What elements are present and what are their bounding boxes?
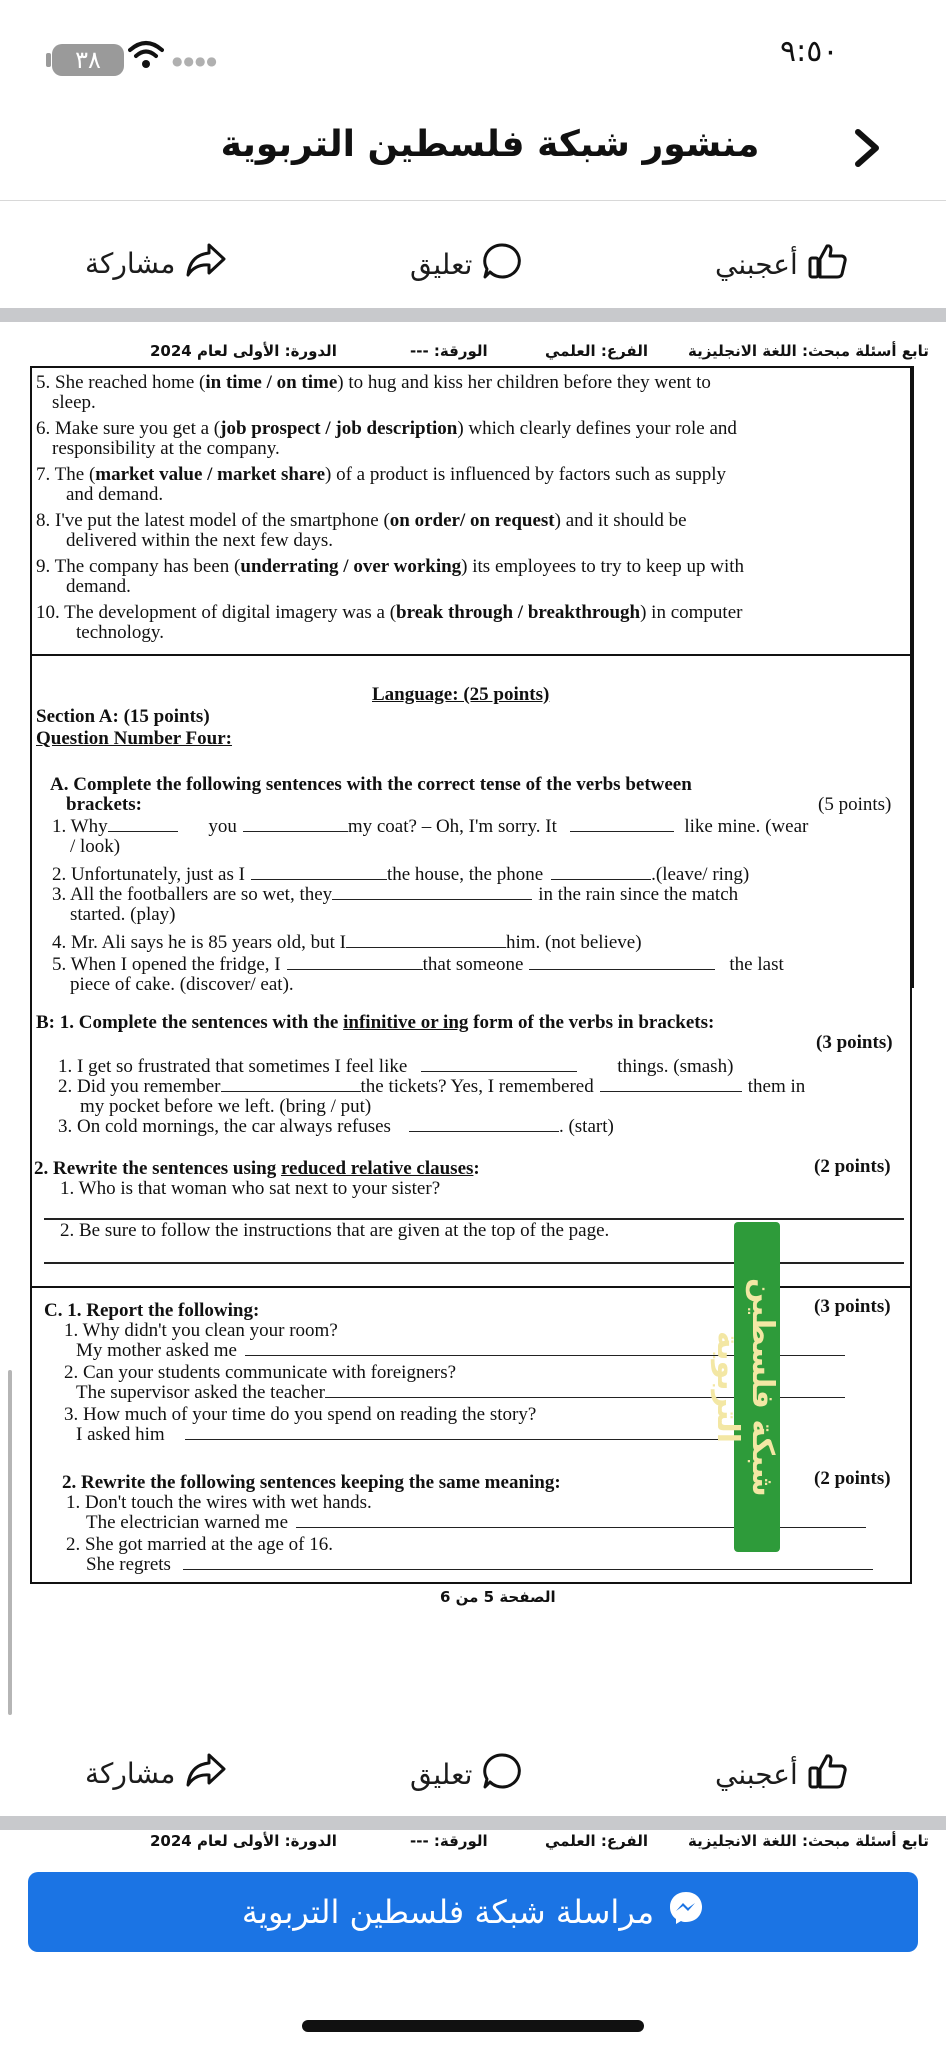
part-b-sentence-2-cont: my pocket before we left. (bring / put) [80,1096,372,1117]
thumbs-up-icon [808,1752,848,1797]
exam-page-image[interactable] [0,322,946,1712]
answer-blank[interactable] [183,1555,873,1570]
page-number: الصفحة 5 من 6 [440,1588,556,1606]
answer-blank[interactable] [243,817,348,832]
share-label: مشاركة [85,1757,176,1790]
comment-button[interactable] [410,242,522,287]
like-label: أعجبني [715,248,798,281]
part-a-sentence-5-cont: piece of cake. (discover/ eat). [70,974,294,995]
scrollbar[interactable] [8,1370,12,1715]
messenger-icon [668,1890,704,1934]
part-b-points: (3 points) [816,1032,893,1053]
page-title: منشور شبكة فلسطين التربوية [220,124,760,165]
part-a-sentence-1-cont: / look) [70,836,121,857]
share-button[interactable] [85,242,227,285]
part-b-title: B: 1. Complete the sentences with the infinitive or ing form of the verbs in brackets: [36,1012,715,1033]
battery-icon: ٣٨ [52,44,124,76]
vocab-item-cont: delivered within the next few days. [66,530,333,551]
part-b-sentence-1: 1. I get so frustrated that sometimes I feel like things. (smash) [58,1056,734,1077]
vocab-item-cont: responsibility at the company. [52,438,280,459]
vocab-item: 8. I've put the latest model of the smartphone (on order/ on request) and it should be [36,510,687,531]
status-time: ٩:٥٠ [780,34,839,69]
battery-tip [46,53,51,67]
part-a-sentence-5: 5. When I opened the fridge, I that someone the last [52,954,784,975]
vocab-item: 7. The (market value / market share) of a product is influenced by factors such as supply [36,464,727,485]
signal-dots-icon: ●●●● [172,54,218,68]
answer-blank[interactable] [251,865,387,880]
part-c-sentence-1: 1. Why didn't you clean your room? [64,1320,338,1341]
language-title: Language: (25 points) [372,684,550,705]
part-c2-points: (2 points) [814,1468,891,1489]
answer-blank[interactable] [551,865,651,880]
comment-button-2[interactable] [410,1752,522,1797]
vocab-item-cont: sleep. [52,392,96,413]
wifi-icon [128,40,164,74]
doc-header-branch: الفرع: العلمي [545,342,648,360]
answer-blank[interactable] [287,955,423,970]
comment-label: تعليق [410,1758,473,1791]
like-label: أعجبني [715,1758,798,1791]
share-arrow-icon [185,1752,227,1795]
part-c2-sentence-2: 2. She got married at the age of 16. [66,1534,333,1555]
part-a-sentence-3-cont: started. (play) [70,904,176,925]
doc-header-paper: الورقة: --- [410,342,488,360]
vocab-item-cont: demand. [66,576,131,597]
vocab-item: 5. She reached home (in time / on time) to hug and kiss her children before they went to [36,372,711,393]
answer-blank[interactable] [332,885,532,900]
vocab-item-cont: technology. [76,622,164,643]
part-a-sentence-1: 1. Why you my coat? – Oh, I'm sorry. It like mine. (wear [52,816,809,837]
frame-bottom [30,1582,912,1584]
like-button[interactable] [715,242,848,287]
answer-blank[interactable] [600,1077,742,1092]
part-c2-prompt-2: She regrets [86,1554,873,1576]
part-a-sentence-2: 2. Unfortunately, just as I the house, the phone .(leave/ ring) [52,864,750,885]
header-divider [0,200,946,201]
share-arrow-icon [185,242,227,285]
frame-left [30,366,32,1584]
thumbs-up-icon [808,242,848,287]
vocab-item: 10. The development of digital imagery was a (break through / breakthrough) in computer [36,602,743,623]
vocab-item: 6. Make sure you get a (job prospect / job description) which clearly defines your role and [36,418,737,439]
part-b2-title: 2. Rewrite the sentences using reduced relative clauses: [34,1158,480,1179]
part-c-sentence-3: 3. How much of your time do you spend on reading the story? [64,1404,537,1425]
part-c2-sentence-1: 1. Don't touch the wires with wet hands. [66,1492,372,1513]
comment-bubble-icon [482,242,522,287]
home-indicator[interactable] [302,2020,644,2032]
answer-blank[interactable] [108,817,178,832]
answer-blank[interactable] [570,817,674,832]
part-c-points: (3 points) [814,1296,891,1317]
doc-header-branch: الفرع: العلمي [545,1832,648,1850]
answer-blank[interactable] [185,1425,775,1440]
messenger-button[interactable] [28,1872,918,1952]
part-a-sentence-4: 4. Mr. Ali says he is 85 years old, but I him. (not believe) [52,932,642,953]
back-chevron-icon[interactable] [852,128,882,172]
part-c-title: C. 1. Report the following: [44,1300,260,1321]
comment-bubble-icon [482,1752,522,1797]
doc-header-subject: تابع أسئلة مبحث: اللغة الانجليزية [688,1832,929,1850]
answer-blank[interactable] [409,1117,559,1132]
part-b2-points: (2 points) [814,1156,891,1177]
vocab-item-cont: and demand. [66,484,164,505]
comment-label: تعليق [410,248,473,281]
part-a-sentence-3: 3. All the footballers are so wet, they in the rain since the match [52,884,739,905]
part-a-points: (5 points) [818,794,892,815]
part-a-title: A. Complete the following sentences with the correct tense of the verbs between [50,774,692,795]
answer-blank[interactable] [296,1513,866,1528]
question-four-title: Question Number Four: [36,728,232,749]
part-c2-prompt-1: The electrician warned me [86,1512,866,1534]
vocab-divider [30,654,912,656]
frame-right [910,366,912,1584]
part-c2-title: 2. Rewrite the following sentences keeping the same meaning: [62,1472,561,1493]
like-button-2[interactable] [715,1752,848,1797]
part-c-prompt-2: The supervisor asked the teacher [76,1382,845,1404]
part-b2-sentence-2: 2. Be sure to follow the instructions that are given at the top of the page. [60,1220,610,1241]
doc-header-session: الدورة: الأولى لعام 2024 [150,342,337,360]
share-label: مشاركة [85,247,176,280]
section-a-title: Section A: (15 points) [36,706,210,727]
answer-blank[interactable] [221,1077,361,1092]
part-b2-sentence-1: 1. Who is that woman who sat next to your sister? [60,1178,441,1199]
share-button-2[interactable] [85,1752,227,1795]
answer-blank[interactable] [346,933,506,948]
part-c-sentence-2: 2. Can your students communicate with foreigners? [64,1362,457,1383]
answer-blank[interactable] [421,1057,577,1072]
next-post-peek [0,1830,946,1854]
doc-header-paper: الورقة: --- [410,1832,488,1850]
messenger-label: مراسلة شبكة فلسطين التربوية [241,1893,655,1931]
part-c-prompt-3: I asked him [76,1424,775,1446]
part-a-title-cont: brackets: [66,794,142,815]
part-c-prompt-1: My mother asked me [76,1340,845,1362]
watermark-stamp: شبكة فلسطين التربوية [734,1222,780,1552]
part-b-sentence-3: 3. On cold mornings, the car always refuses . (start) [58,1116,614,1137]
post-separator [0,308,946,322]
answer-blank[interactable] [529,955,715,970]
part-b-sentence-2: 2. Did you remember the tickets? Yes, I remembered them in [58,1076,806,1097]
doc-header-session: الدورة: الأولى لعام 2024 [150,1832,337,1850]
post-separator-2 [0,1816,946,1830]
vocab-item: 9. The company has been (underrating / over working) its employees to try to keep up with [36,556,745,577]
doc-header-subject: تابع أسئلة مبحث: اللغة الانجليزية [688,342,929,360]
